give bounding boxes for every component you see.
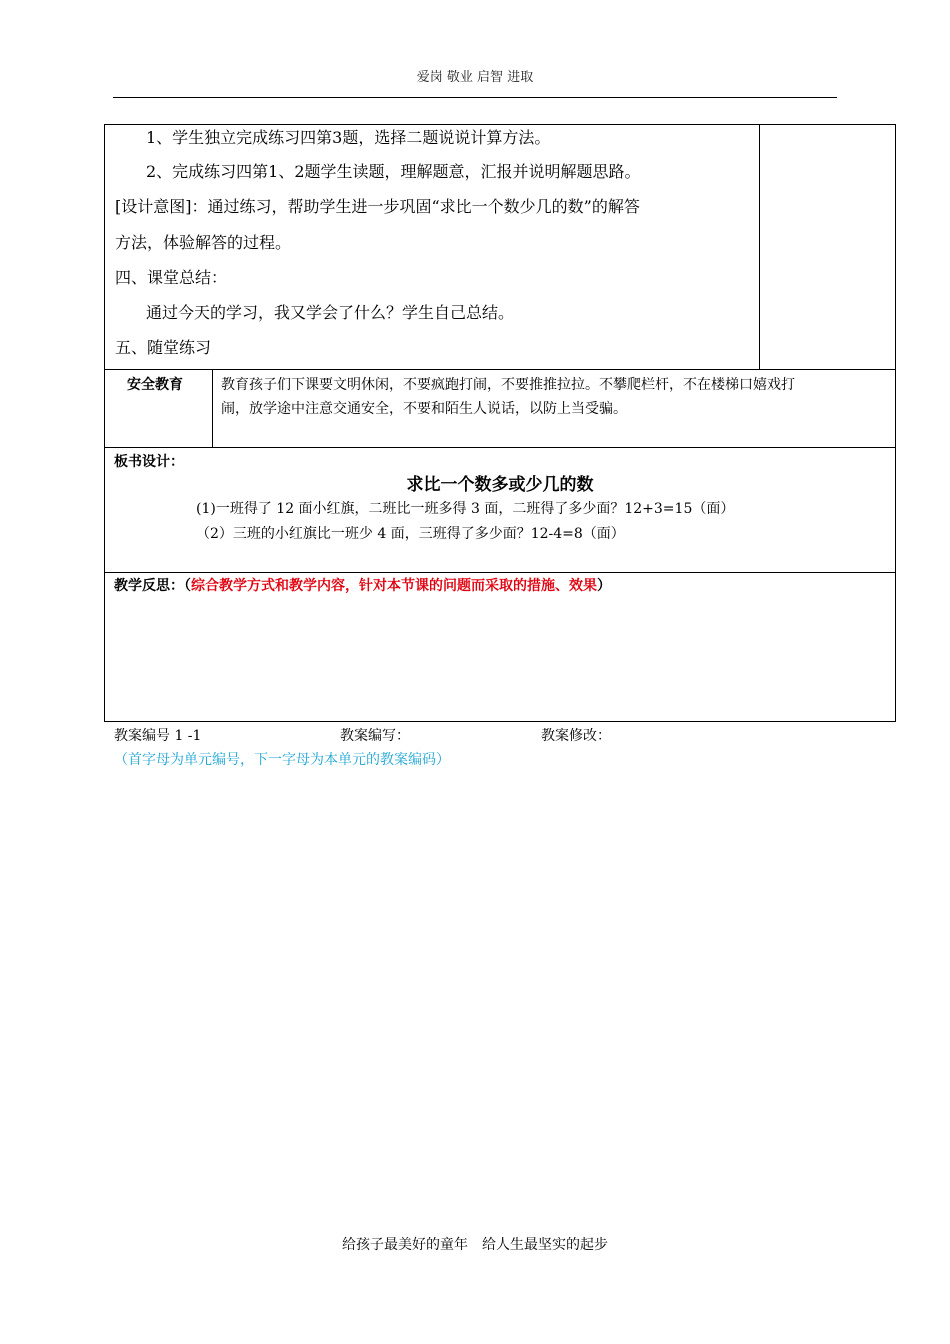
reflection-label: 教学反思： <box>114 578 184 594</box>
board-line-1: (1)一班得了 12 面小红旗，二班比一班多得 3 面，二班得了多少面？12+3=15（面） <box>196 501 735 517</box>
reflection-open-paren: （ <box>184 578 191 594</box>
design-intent-line-1: [设计意图]：通过练习，帮助学生进一步巩固“求比一个数少几的数”的解答 <box>115 197 640 216</box>
page-footer-slogan: 给孩子最美好的童年 给人生最坚实的起步 <box>342 1237 608 1253</box>
row-divider-3 <box>104 572 896 573</box>
page-header-motto: 爱岗 敬业 启智 进取 <box>416 70 534 85</box>
row-divider-1 <box>104 369 896 370</box>
revision-label: 教案修改： <box>541 728 611 744</box>
board-design-label: 板书设计： <box>114 454 184 470</box>
board-title: 求比一个数多或少几的数 <box>406 475 594 495</box>
writer-label: 教案编写： <box>340 728 410 744</box>
safety-label: 安全教育 <box>127 377 183 393</box>
safety-column-divider <box>212 369 213 447</box>
process-line-2: 2、完成练习四第1、2题学生读题，理解题意，汇报并说明解题思路。 <box>146 162 641 181</box>
board-line-2: （2）三班的小红旗比一班少 4 面，三班得了多少面？12-4=8（面） <box>196 526 625 542</box>
section-summary-heading: 四、课堂总结： <box>115 268 228 287</box>
header-rule <box>113 97 837 98</box>
safety-text-line-1: 教育孩子们下课要文明休闲，不要疯跑打闹，不要推推拉拉。不攀爬栏杆，不在楼梯口嬉戏打 <box>221 377 795 393</box>
section-practice-heading: 五、随堂练习 <box>115 338 212 357</box>
reflection-hint: 综合教学方式和教学内容，针对本节课的问题而采取的措施、效果 <box>191 578 597 594</box>
code-note: （首字母为单元编号，下一字母为本单元的教案编码） <box>114 752 450 768</box>
safety-text-line-2: 闹，放学途中注意交通安全，不要和陌生人说话，以防上当受骗。 <box>221 401 627 417</box>
reflection-row <box>114 575 611 597</box>
process-line-1: 1、学生独立完成练习四第3题，选择二题说说计算方法。 <box>146 128 551 147</box>
design-intent-line-2: 方法，体验解答的过程。 <box>115 233 292 252</box>
process-column-divider <box>759 124 760 369</box>
summary-text: 通过今天的学习，我又学会了什么？学生自己总结。 <box>146 303 515 322</box>
lesson-code-label: 教案编号 1 -1 <box>114 728 202 744</box>
reflection-close-paren: ） <box>597 578 611 594</box>
row-divider-2 <box>104 447 896 448</box>
